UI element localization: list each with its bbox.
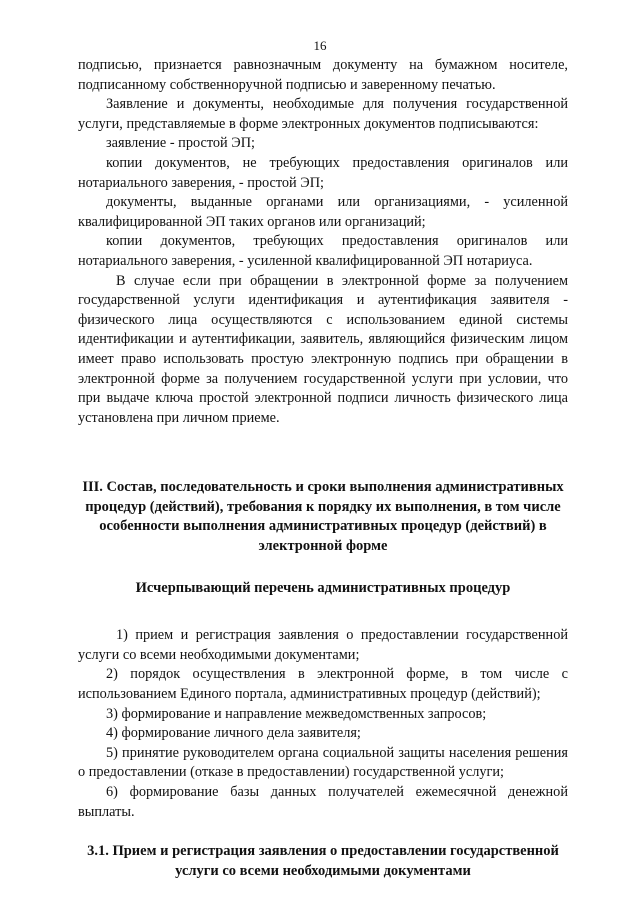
paragraph: Заявление и документы, необходимые для получения государственной услуги, представляемые в форме электронных документов подписываются: xyxy=(78,96,568,132)
list-item: 5) принятие руководителем органа социальной защиты населения решения о предоставлении (отказе в предоставлении) государственной услуги; xyxy=(78,744,568,781)
list-item: 1) прием и регистрация заявления о предоставлении государственной услуги со всеми необходимыми документами; xyxy=(78,627,568,663)
paragraph: документы, выданные органами или организациями, - усиленной квалифицированной ЭП таких органов или организаций; xyxy=(78,194,568,230)
document-body xyxy=(78,56,568,881)
list-item: 6) формирование базы данных получателей ежемесячной денежной выплаты. xyxy=(78,784,568,820)
paragraph: В случае если при обращении в электронной форме за получением государственной услуги идентификация и аутентификация заявителя - физического лица осуществляются с использованием единой системы идентификации и аутентификации, заявитель, являющийся физическим лицом имеет право использовать простую электронную подпись при обращении в электронной форме за получением государственной услуги при условии, что при выдаче ключа простой электронной подписи личность физического лица установлена при личном приеме. xyxy=(78,272,568,426)
page-number: 16 xyxy=(313,38,327,53)
paragraph: заявление - простой ЭП; xyxy=(106,135,255,152)
list-item: 4) формирование личного дела заявителя; xyxy=(106,725,361,742)
subsection-heading: 3.1. Прием и регистрация заявления о предоставлении государственной услуги со всеми необходимыми документами xyxy=(87,843,559,879)
list-item: 2) порядок осуществления в электронной форме, в том числе с использованием Единого портала, административных процедур (действий); xyxy=(78,666,568,703)
list-item: 3) формирование и направление межведомственных запросов; xyxy=(106,705,487,722)
section-heading: III. Состав, последовательность и сроки выполнения административных процедур (действий), требования к порядку их выполнения, в том числе особенности выполнения административных процедур (действий) в электронной форме xyxy=(82,479,564,555)
paragraph: копии документов, требующих предоставления оригиналов или нотариального заверения, - усиленной квалифицированной ЭП нотариуса. xyxy=(78,233,568,269)
procedure-list xyxy=(78,626,568,822)
paragraph: подписью, признается равнозначным документу на бумажном носителе, подписанному собственноручной подписью и заверенному печатью. xyxy=(78,57,568,93)
paragraph: копии документов, не требующих предоставления оригиналов или нотариального заверения, - простой ЭП; xyxy=(78,154,568,191)
list-heading: Исчерпывающий перечень административных процедур xyxy=(135,579,511,596)
